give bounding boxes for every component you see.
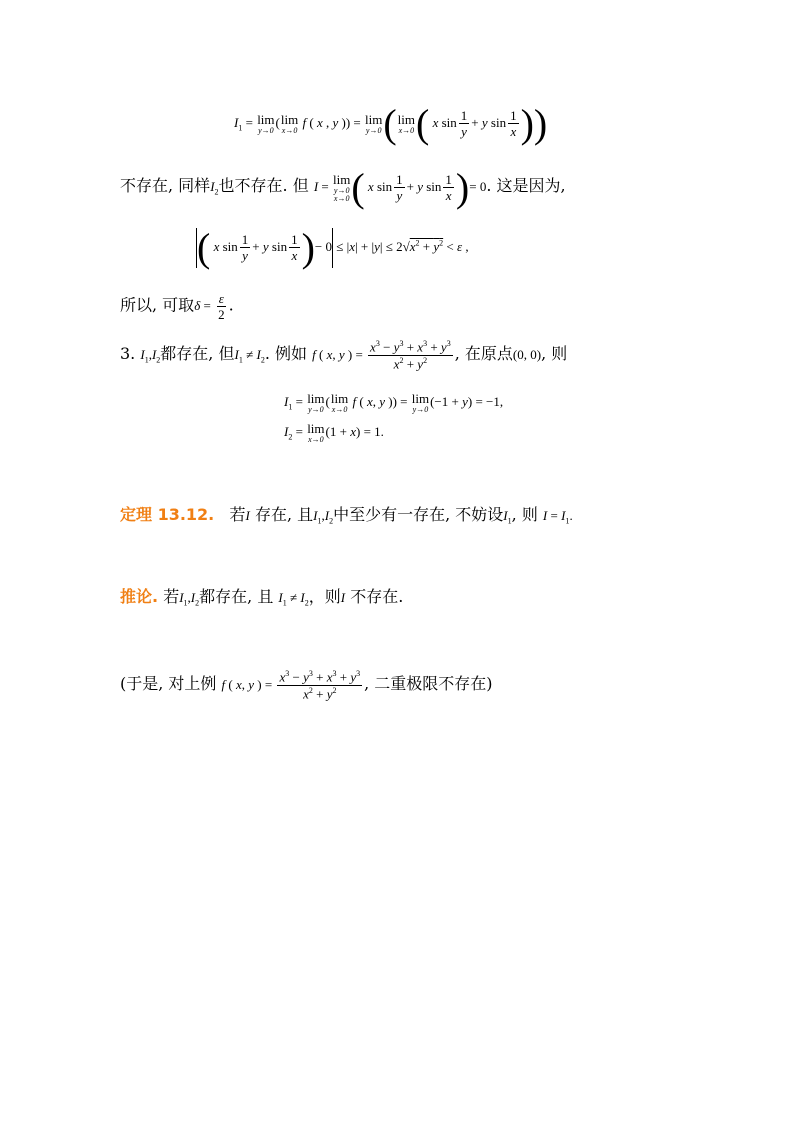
text-segment: (于是, 对上例	[120, 673, 217, 693]
text-segment: , 在原点	[454, 343, 513, 363]
text-segment: 若	[163, 587, 180, 606]
text-segment: 所以, 可取	[120, 295, 195, 315]
text-segment: 存在, 且	[254, 505, 314, 524]
note-paragraph: (于是, 对上例 f ( x, y ) = $\frac{x^3 - y^3 + x^3 + y^3}{x^2 + y^2}$ , 二重极限不存在)	[120, 669, 493, 701]
text-segment: , 二重极限不存在)	[364, 673, 493, 693]
text-segment: 不存在.	[350, 587, 404, 606]
text-segment: 都存在, 但	[160, 343, 235, 363]
text-segment: 若	[229, 505, 246, 524]
paragraph-not-exist: 不存在, 同样$I_2$也不存在. 但 I = lim y→0 x→0 ( x sin $\frac{1}{y}$ + y sin $\frac{1}{x}$ )= 0. 这是因为,	[120, 165, 566, 210]
text-segment: .	[228, 295, 234, 315]
equation-I1-iterated: $I_1$ = lim y→0 ( lim x→0 f ( x , y )) = lim y→0 ( lim x→0 ( x sin $\frac{1}{y}$ + y sin $\frac{1}{x}$ ))	[234, 101, 548, 146]
paragraph-take-delta: 所以, 可取δ = $\frac{\varepsilon}{2}$ .	[120, 291, 234, 323]
corollary-label: 推论.	[120, 587, 159, 606]
text-segment: , 则	[541, 343, 568, 363]
text-segment: ，则	[308, 587, 341, 606]
text-segment: . 例如	[264, 343, 307, 363]
text-segment: 中至少有一存在, 不妨设	[333, 505, 504, 524]
text-segment: . 这是因为,	[486, 175, 566, 195]
paragraph-item-3: 3. $I_1,I_2$都存在, 但$I_1 \ne I_2$. 例如 f ( x, y ) = $\frac{x^3 - y^3 + x^3 + y^3}{x^2 + y^2}$ , 在原点(0, 0), 则	[120, 339, 568, 371]
corollary: 推论. 若$I_1,I_2$都存在, 且 $I_1 \ne I_2$，则I 不存在.	[120, 587, 404, 608]
theorem-label: 定理 13.12.	[120, 505, 215, 524]
text-segment: , 则	[511, 505, 538, 524]
equation-item3-I2: $I_2$ = lim x→0 (1 + x) = 1.	[284, 421, 384, 444]
text-segment: 都存在, 且	[199, 587, 274, 606]
text-segment: 不存在, 同样	[120, 175, 211, 195]
text-segment: 也不存在. 但	[218, 175, 309, 195]
theorem-13-12: 定理 13.12. 若I 存在, 且$I_1,I_2$中至少有一存在, 不妨设$I_1$, 则 $I = I_1$.	[120, 505, 573, 526]
item-number: 3.	[120, 343, 136, 363]
equation-inequality: ( x sin $\frac{1}{y}$ + y sin $\frac{1}{x}$ )− $0 \le |x| + |y| \le 2√x^2 + y^2 < \varepsilon$ ,	[197, 225, 469, 270]
equation-item3-I1: $I_1$ = lim y→0 ( lim x→0 f ( x, y )) = lim y→0 (−1 + y) = −1,	[284, 391, 504, 414]
